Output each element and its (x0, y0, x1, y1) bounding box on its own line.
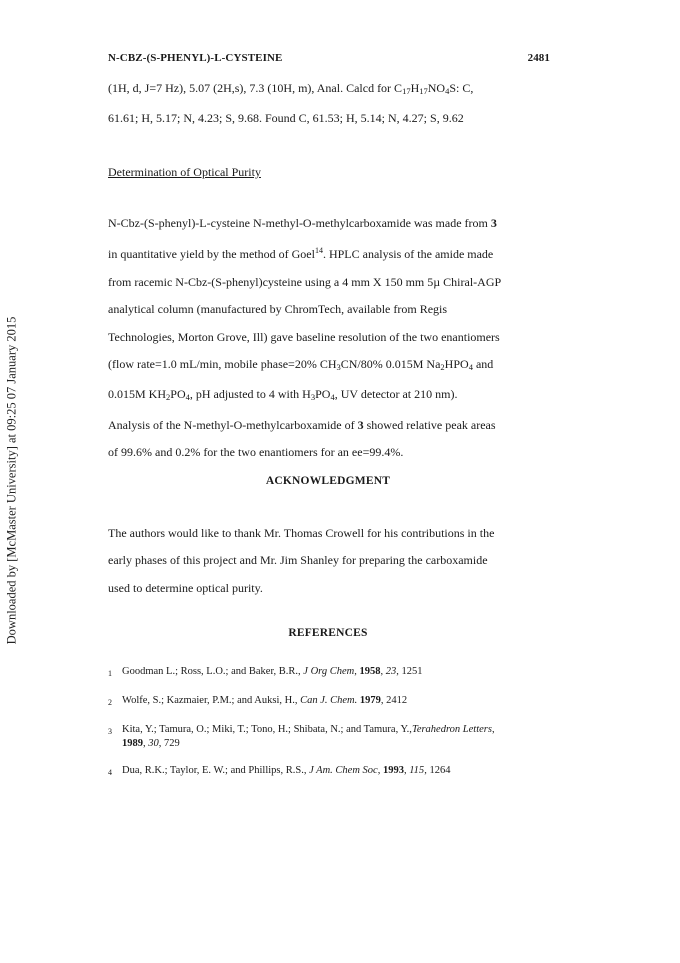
intro-line-1: (1H, d, J=7 Hz), 5.07 (2H,s), 7.3 (10H, m), Anal. Calcd for $C_{17}H_{17}NO_4S$: C, (108, 81, 474, 96)
reference-text: Wolfe, S.; Kazmaier, P.M.; and Auksi, H., Can J. Chem. 1979, 2412 (122, 695, 408, 706)
acknowledgment-line-2: early phases of this project and Mr. Jim Shanley for preparing the carboxamide (108, 553, 488, 568)
reference-text: Dua, R.K.; Taylor, E. W.; and Phillips, R.S., J Am. Chem Soc, 1993, 115, 1264 (122, 765, 451, 776)
references-heading: REFERENCES (288, 627, 368, 639)
purity-line-4: analytical column (manufactured by ChromTech, available from Regis (108, 302, 448, 317)
reference-item (108, 665, 558, 681)
reference-item (108, 723, 558, 751)
intro-paragraph (108, 75, 548, 133)
acknowledgment-heading: ACKNOWLEDGMENT (265, 475, 391, 487)
reference-number: 1 (108, 669, 112, 678)
purity-line-1: N-Cbz-(S-phenyl)-L-cysteine N-methyl-O-methylcarboxamide was made from 3 (108, 216, 497, 230)
reference-text: Kita, Y.; Tamura, O.; Miki, T.; Tono, H.; Shibata, N.; and Tamura, Y.,Terahedron Letters, 1989, 30, 729 (122, 724, 495, 749)
acknowledgment-paragraph (108, 520, 548, 602)
running-title: N-CBZ-(S-PHENYL)-L-CYSTEINE (108, 52, 283, 64)
purity-line-3: from racemic N-Cbz-(S-phenyl)cysteine using a 4 mm X 150 mm 5µ Chiral-AGP (108, 274, 502, 289)
section-title-optical-purity: Determination of Optical Purity (108, 165, 261, 179)
optical-purity-paragraph (108, 210, 548, 467)
intro-line-2: 61.61; H, 5.17; N, 4.23; S, 9.68. Found C, 61.53; H, 5.14; N, 4.27; S, 9.62 (108, 111, 464, 126)
reference-text: Goodman L.; Ross, L.O.; and Baker, B.R., J Org Chem, 1958, 23, 1251 (122, 666, 423, 677)
reference-number: 2 (108, 698, 112, 707)
purity-line-9: of 99.6% and 0.2% for the two enantiomers for an ee=99.4%. (108, 445, 404, 460)
page-number: 2481 (527, 52, 550, 64)
reference-number: 4 (108, 768, 112, 777)
purity-line-2: in quantitative yield by the method of Goel$^{14}$. HPLC analysis of the amide made (108, 246, 494, 262)
purity-line-6: (flow rate=1.0 mL/min, mobile phase=20% $CH_3CN/80\%$ 0.015M $Na_2HPO_4$ and (108, 357, 494, 373)
reference-item (108, 764, 558, 780)
acknowledgment-line-3: used to determine optical purity. (108, 580, 263, 595)
purity-line-7: 0.015M $KH_2PO_4$, pH adjusted to 4 with $H_3PO_4$, UV detector at 210 nm). (108, 387, 458, 403)
purity-line-5: Technologies, Morton Grove, Ill) gave baseline resolution of the two enantiomers (108, 329, 500, 344)
reference-list (108, 665, 558, 793)
acknowledgment-line-1: The authors would like to thank Mr. Thomas Crowell for his contributions in the (108, 526, 495, 540)
reference-item (108, 694, 558, 710)
reference-number: 3 (108, 727, 112, 736)
download-watermark (0, 300, 24, 660)
purity-line-8: Analysis of the N-methyl-O-methylcarboxamide of 3 showed relative peak areas (108, 417, 496, 432)
page-header (108, 52, 550, 64)
download-notice: Downloaded by [McMaster University] at 09:25 07 January 2015 (4, 316, 19, 644)
